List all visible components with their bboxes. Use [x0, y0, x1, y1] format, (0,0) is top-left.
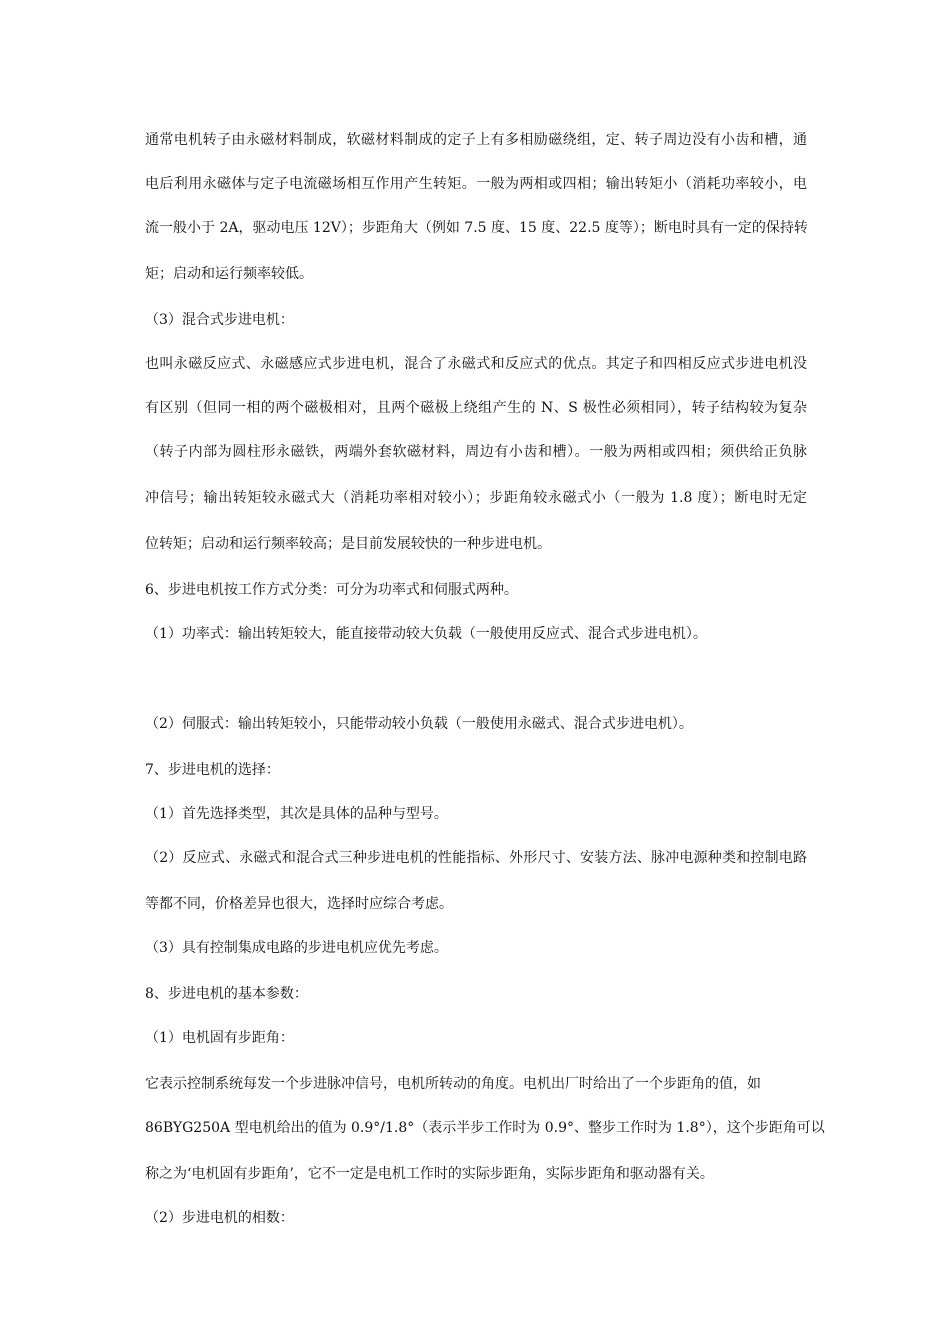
- section-heading: （3）混合式步进电机：: [145, 312, 294, 328]
- paragraph-line: 等都不同，价格差异也很大，选择时应综合考虑。: [145, 896, 453, 912]
- paragraph-line: 通常电机转子由永磁材料制成，软磁材料制成的定子上有多相励磁绕组，定、转子周边没有小齿和槽，通: [145, 132, 807, 148]
- section-heading: 8、步进电机的基本参数：: [145, 986, 308, 1002]
- paragraph-line: 也叫永磁反应式、永磁感应式步进电机，混合了永磁式和反应式的优点。其定子和四相反应式步进电机没: [145, 356, 807, 372]
- list-item: （2）伺服式：输出转矩较小，只能带动较小负载（一般使用永磁式、混合式步进电机）。: [145, 716, 693, 732]
- section-heading: 6、步进电机按工作方式分类：可分为功率式和伺服式两种。: [145, 582, 518, 598]
- paragraph-line: 有区别（但同一相的两个磁极相对，且两个磁极上绕组产生的 N、S 极性必须相同），转子结构较为复杂: [145, 400, 807, 416]
- list-item: （1）首先选择类型，其次是具体的品种与型号。: [145, 806, 448, 822]
- paragraph-line: 位转矩；启动和运行频率较高；是目前发展较快的一种步进电机。: [145, 536, 551, 552]
- paragraph-line: 冲信号；输出转矩较永磁式大（消耗功率相对较小）；步距角较永磁式小（一般为 1.8 度）；断电时无定: [145, 490, 807, 506]
- list-item: （3）具有控制集成电路的步进电机应优先考虑。: [145, 940, 448, 956]
- paragraph-line: （转子内部为圆柱形永磁铁，两端外套软磁材料，周边有小齿和槽）。一般为两相或四相；须供给正负脉: [145, 444, 807, 460]
- section-heading: 7、步进电机的选择：: [145, 762, 280, 778]
- list-item: （2）步进电机的相数：: [145, 1210, 294, 1226]
- paragraph-line: 流一般小于 2A，驱动电压 12V）；步距角大（例如 7.5 度、15 度、22.5 度等）；断电时具有一定的保持转: [145, 220, 808, 236]
- paragraph-line: 它表示控制系统每发一个步进脉冲信号，电机所转动的角度。电机出厂时给出了一个步距角的值，如: [145, 1076, 761, 1092]
- list-item: （1）电机固有步距角：: [145, 1030, 294, 1046]
- paragraph-line: 电后利用永磁体与定子电流磁场相互作用产生转矩。一般为两相或四相；输出转矩小（消耗功率较小，电: [145, 176, 807, 192]
- paragraph-line: 称之为‘电机固有步距角’，它不一定是电机工作时的实际步距角，实际步距角和驱动器有关。: [145, 1166, 714, 1182]
- list-item: （1）功率式：输出转矩较大，能直接带动较大负载（一般使用反应式、混合式步进电机）。: [145, 626, 707, 642]
- list-item: （2）反应式、永磁式和混合式三种步进电机的性能指标、外形尺寸、安装方法、脉冲电源种类和控制电路: [145, 850, 807, 866]
- paragraph-line: 矩；启动和运行频率较低。: [145, 266, 313, 282]
- paragraph-line: 86BYG250A 型电机给出的值为 0.9°/1.8°（表示半步工作时为 0.9°、整步工作时为 1.8°），这个步距角可以: [145, 1120, 825, 1136]
